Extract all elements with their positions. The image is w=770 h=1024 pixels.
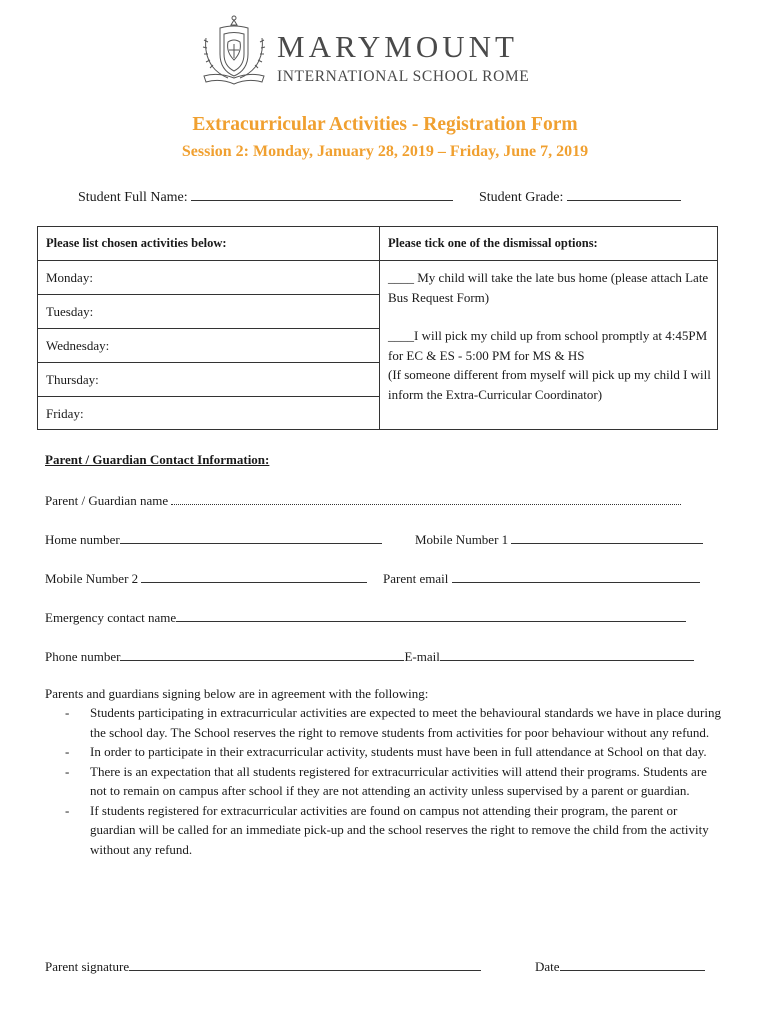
- agreement-list: [45, 703, 725, 859]
- agreement-item: [45, 742, 725, 762]
- parent-email-row: [383, 568, 700, 587]
- agreement-item: [45, 801, 725, 860]
- bullet-dash: -: [65, 705, 70, 720]
- date-label: Date: [535, 959, 560, 974]
- activities-header: Please list chosen activities below:: [46, 236, 227, 250]
- student-grade-label: Student Grade:: [479, 190, 564, 205]
- row-divider: [38, 362, 379, 363]
- contact-section-title: Parent / Guardian Contact Information:: [45, 452, 270, 467]
- mobile-2-row: [45, 568, 367, 587]
- student-name-field[interactable]: [191, 186, 453, 201]
- student-grade-row: [479, 186, 681, 206]
- phone-number-label: Phone number: [45, 649, 121, 664]
- parent-signature-label: Parent signature: [45, 959, 130, 974]
- dismissal-option-late-bus[interactable]: ____ My child will take the late bus home (please attach Late Bus Request Form): [388, 270, 709, 305]
- row-divider: [38, 396, 379, 397]
- activities-table: [37, 226, 718, 430]
- signature-row: [45, 956, 481, 975]
- student-grade-field[interactable]: [567, 186, 681, 201]
- emergency-name-row: [45, 607, 686, 626]
- day-wednesday[interactable]: Wednesday:: [46, 338, 110, 353]
- guardian-name-row: [45, 490, 681, 509]
- home-number-field[interactable]: [120, 529, 382, 544]
- emergency-name-field[interactable]: [176, 607, 686, 622]
- school-name: MARYMOUNT: [277, 29, 518, 64]
- emergency-name-label: Emergency contact name: [45, 610, 177, 625]
- mobile-2-field[interactable]: [141, 568, 367, 583]
- mobile-2-label: Mobile Number 2: [45, 571, 139, 586]
- phone-number-field[interactable]: [120, 646, 404, 661]
- dismissal-header: Please tick one of the dismissal options:: [388, 236, 598, 250]
- mobile-1-label: Mobile Number 1: [415, 532, 509, 547]
- day-tuesday[interactable]: Tuesday:: [46, 304, 94, 319]
- school-subtitle: INTERNATIONAL SCHOOL ROME: [277, 68, 530, 85]
- school-crest-logo: [198, 14, 270, 90]
- student-name-row: [78, 186, 453, 206]
- parent-email-label: Parent email: [383, 571, 449, 586]
- bullet-dash: -: [65, 744, 70, 759]
- bullet-dash: -: [65, 763, 70, 779]
- parent-email-field[interactable]: [452, 568, 700, 583]
- student-name-label: Student Full Name:: [78, 190, 188, 205]
- home-number-row: [45, 529, 382, 548]
- agreement-item: [45, 762, 725, 801]
- home-number-label: Home number: [45, 532, 120, 547]
- table-header-divider: [38, 260, 717, 261]
- agreement-item-text: If students registered for extracurricular activities are found on campus not attending their program, the parent or guardian will be called for an immediate pick-up and the school reserves the right to remove the child from the activity without any refund.: [90, 802, 709, 857]
- agreement-intro: Parents and guardians signing below are in agreement with the following:: [45, 686, 429, 701]
- agreement-item: [45, 703, 725, 742]
- date-field[interactable]: [560, 956, 705, 971]
- day-monday[interactable]: Monday:: [46, 270, 93, 285]
- guardian-name-label: Parent / Guardian name: [45, 493, 169, 508]
- form-title: Extracurricular Activities - Registration Form: [192, 114, 578, 135]
- agreement-item-text: In order to participate in their extracurricular activity, students must have been in full attendance at School on that day.: [90, 744, 707, 759]
- mobile-1-field[interactable]: [511, 529, 703, 544]
- table-divider: [379, 227, 380, 429]
- parent-signature-field[interactable]: [129, 956, 481, 971]
- mobile-1-row: [415, 529, 703, 548]
- day-friday[interactable]: Friday:: [46, 406, 84, 421]
- phone-email-row: [45, 646, 694, 665]
- row-divider: [38, 328, 379, 329]
- email-field[interactable]: [440, 646, 694, 661]
- row-divider: [38, 294, 379, 295]
- session-dates: Session 2: Monday, January 28, 2019 – Friday, June 7, 2019: [181, 143, 589, 160]
- date-row: [535, 956, 705, 975]
- dismissal-option-pickup[interactable]: ____I will pick my child up from school promptly at 4:45PM for EC & ES - 5:00 PM for MS & HS: [388, 328, 708, 363]
- guardian-name-field[interactable]: [171, 490, 681, 505]
- agreement-item-text: There is an expectation that all students registered for extracurricular activities will attend their programs. Students are not to remain on campus after school if they are not attending an activity unless supervised by a parent or guardian.: [90, 763, 707, 798]
- agreement-item-text: Students participating in extracurricular activities are expected to meet the behavioural standards we have in place during the school day. The School reserves the right to remove students from activities for poor behaviour without any refund.: [90, 705, 721, 740]
- email-label: E-mail: [404, 649, 440, 664]
- day-thursday[interactable]: Thursday:: [46, 372, 99, 387]
- bullet-dash: -: [65, 802, 70, 818]
- dismissal-option-note: (If someone different from myself will pick up my child I will inform the Extra-Curricular Coordinator): [388, 367, 711, 402]
